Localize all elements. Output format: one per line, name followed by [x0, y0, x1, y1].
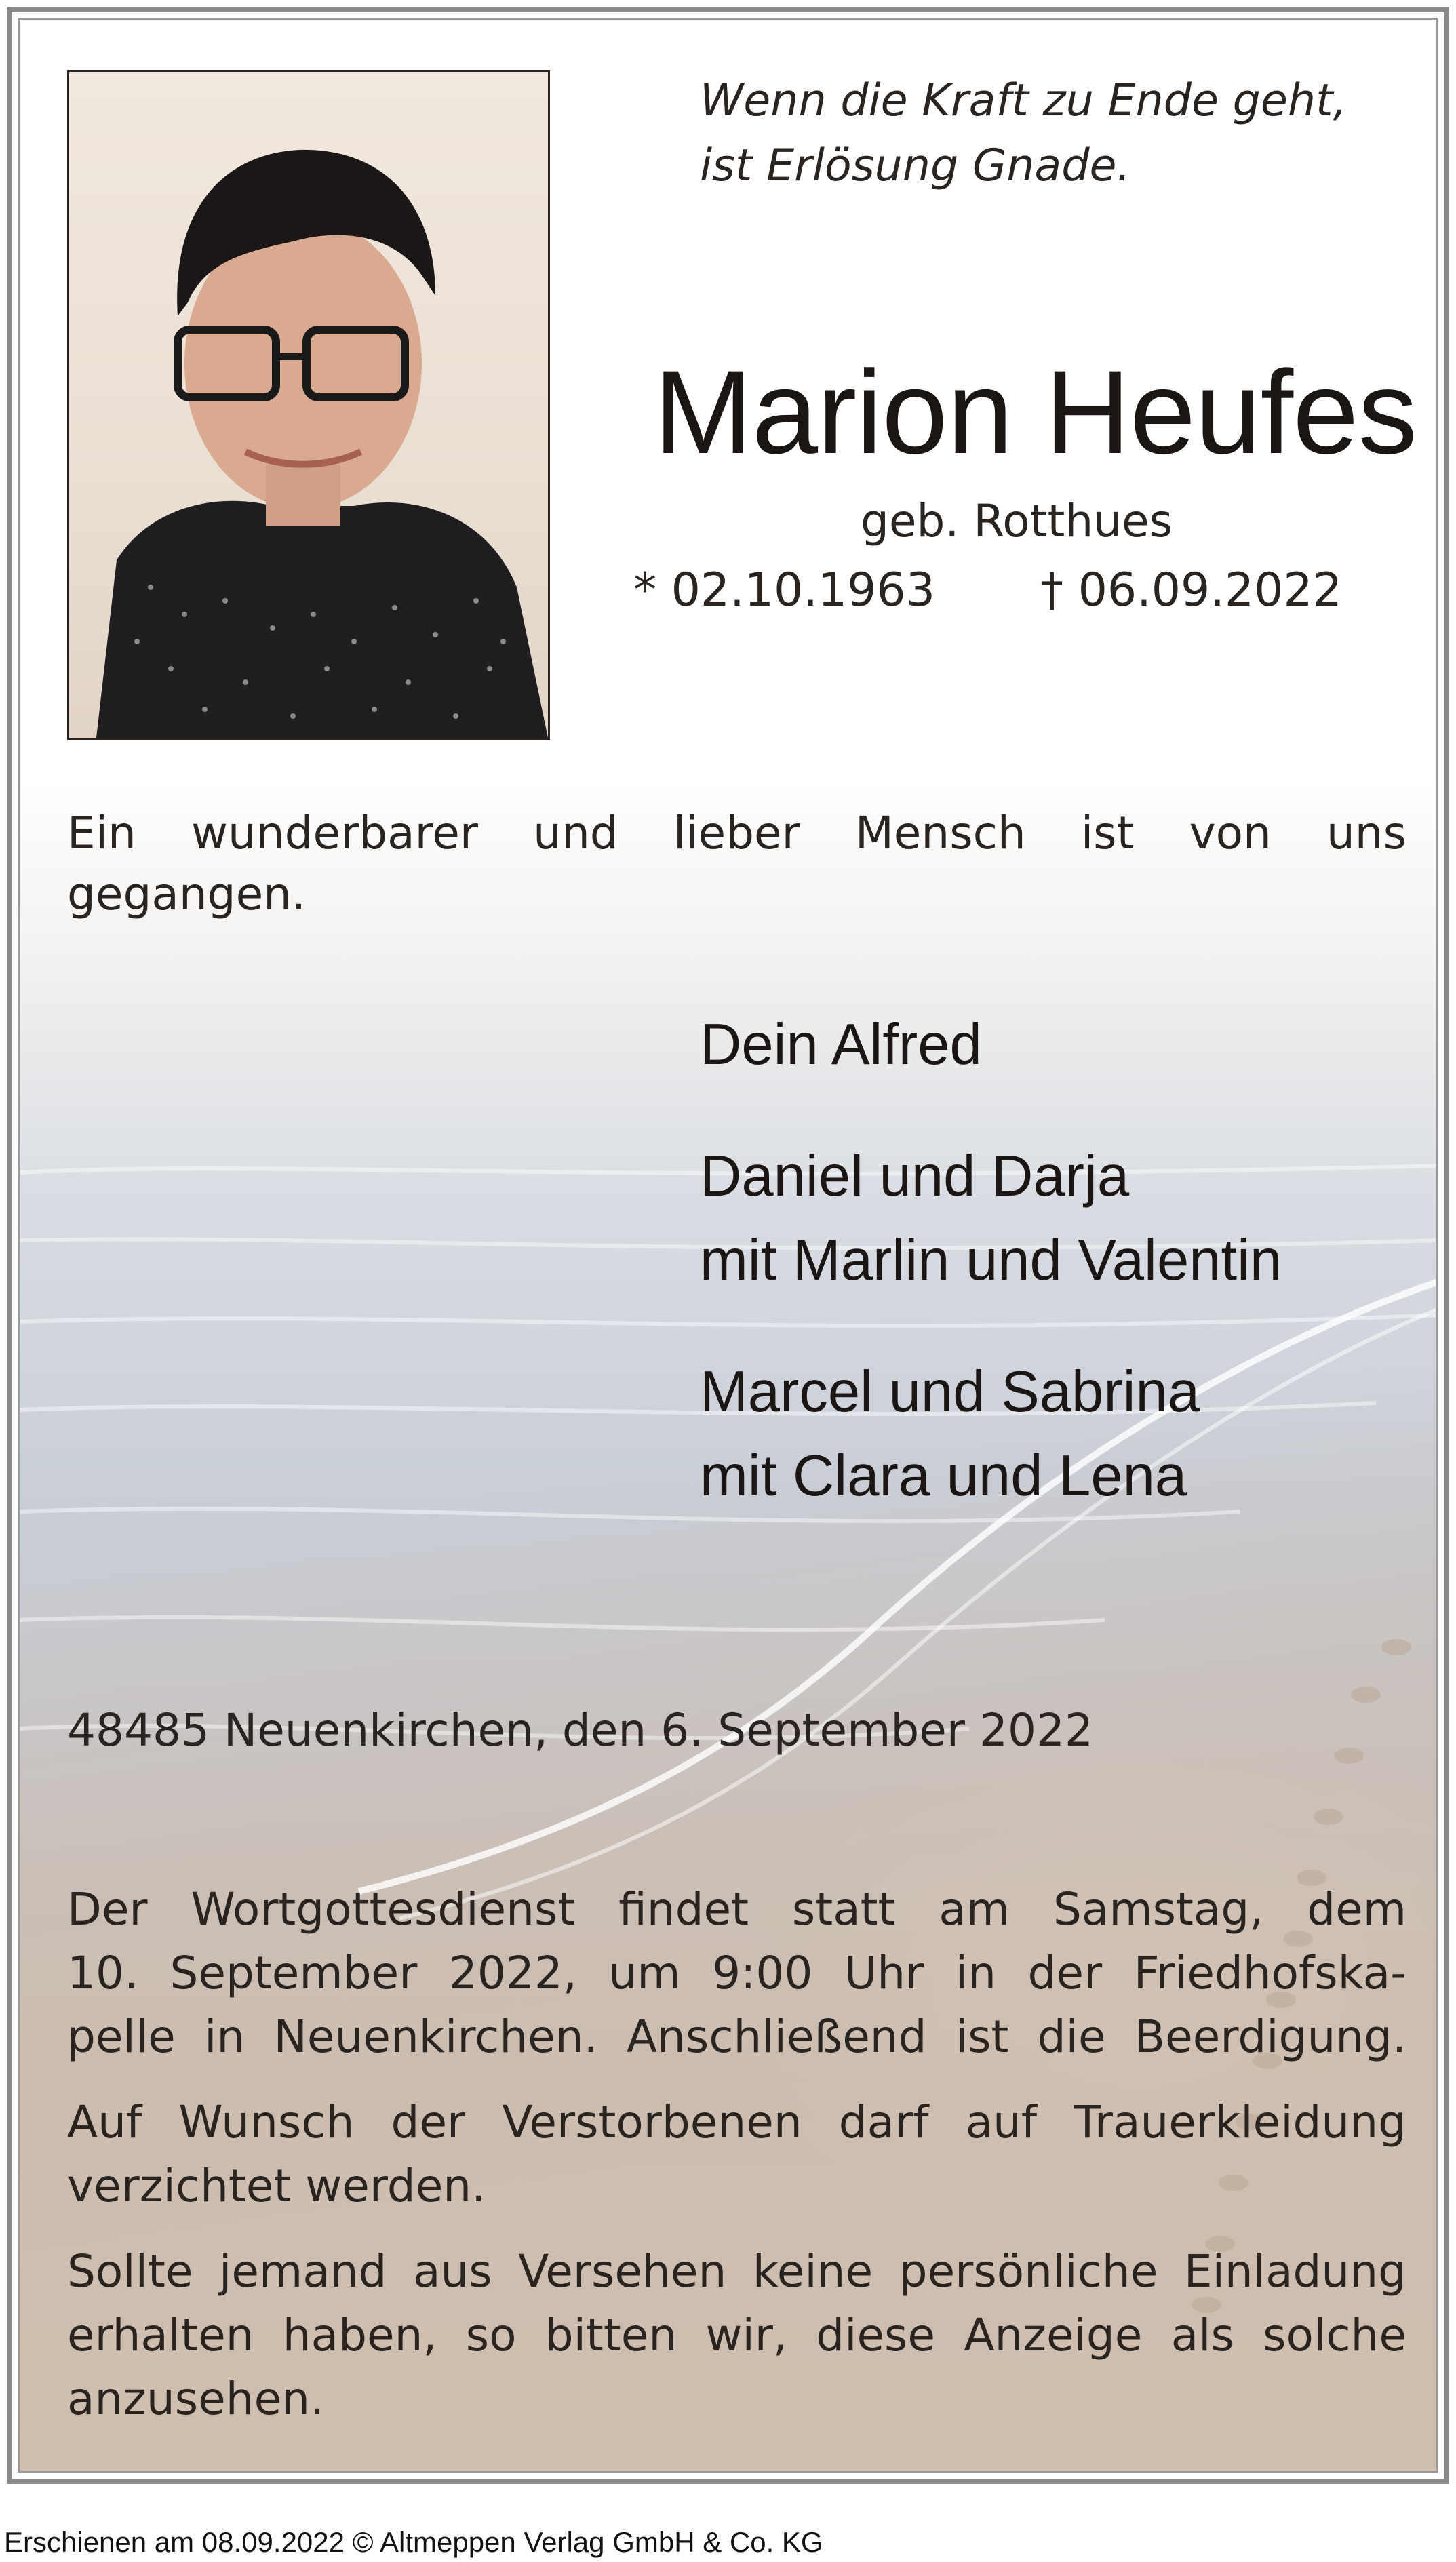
intro-text	[67, 803, 1406, 925]
mourner-group	[700, 1350, 1419, 1518]
mourner-line: mit Marlin und Valentin	[700, 1228, 1282, 1293]
mourner-group	[700, 1135, 1419, 1303]
death-date: † 06.09.2022	[1040, 564, 1342, 617]
intro-line: Ein wunderbarer und lieber Mensch ist von uns	[67, 807, 1406, 859]
mourners-list	[700, 1003, 1419, 1566]
place-and-date: 48485 Neuenkirchen, den 6. September 2022	[67, 1704, 1093, 1756]
obituary-card	[18, 18, 1438, 2473]
notice-paragraph	[67, 1878, 1406, 2069]
quote-line: ist Erlösung Gnade.	[700, 140, 1131, 191]
deceased-name: Marion Heufes	[653, 347, 1417, 479]
birth-date: * 02.10.1963	[633, 564, 935, 617]
mourner-group	[700, 1003, 1419, 1087]
mourner-line: Daniel und Darja	[700, 1144, 1130, 1208]
notice-line: 10. September 2022, um 9:00 Uhr in der Friedhofska-	[67, 1947, 1406, 1999]
intro-line: gegangen.	[67, 868, 306, 920]
notice-line: Sollte jemand aus Versehen keine persönliche Einladung	[67, 2245, 1406, 2298]
publication-footer: Erschienen am 08.09.2022 © Altmeppen Verlag GmbH & Co. KG	[4, 2526, 823, 2558]
notice-paragraph	[67, 2240, 1406, 2431]
notice-line: Auf Wunsch der Verstorbenen darf auf Trauerkleidung	[67, 2096, 1406, 2148]
mourner-line: mit Clara und Lena	[700, 1444, 1187, 1508]
notice-line: Der Wortgottesdienst findet statt am Samstag, dem	[67, 1883, 1406, 1935]
maiden-name: geb. Rotthues	[860, 495, 1173, 547]
mourner-line: Dein Alfred	[700, 1012, 982, 1077]
funeral-notice	[67, 1878, 1406, 2453]
notice-line: pelle in Neuenkirchen. Anschließend ist die Beerdigung.	[67, 2011, 1406, 2063]
notice-paragraph	[67, 2091, 1406, 2218]
notice-line: verzichtet werden.	[67, 2160, 486, 2212]
portrait-photo	[67, 70, 550, 740]
notice-line: erhalten haben, so bitten wir, diese Anzeige als solche	[67, 2309, 1406, 2361]
notice-line: anzusehen.	[67, 2373, 324, 2425]
mourner-line: Marcel und Sabrina	[700, 1360, 1200, 1424]
memorial-quote	[700, 68, 1432, 199]
quote-line: Wenn die Kraft zu Ende geht,	[700, 75, 1347, 126]
